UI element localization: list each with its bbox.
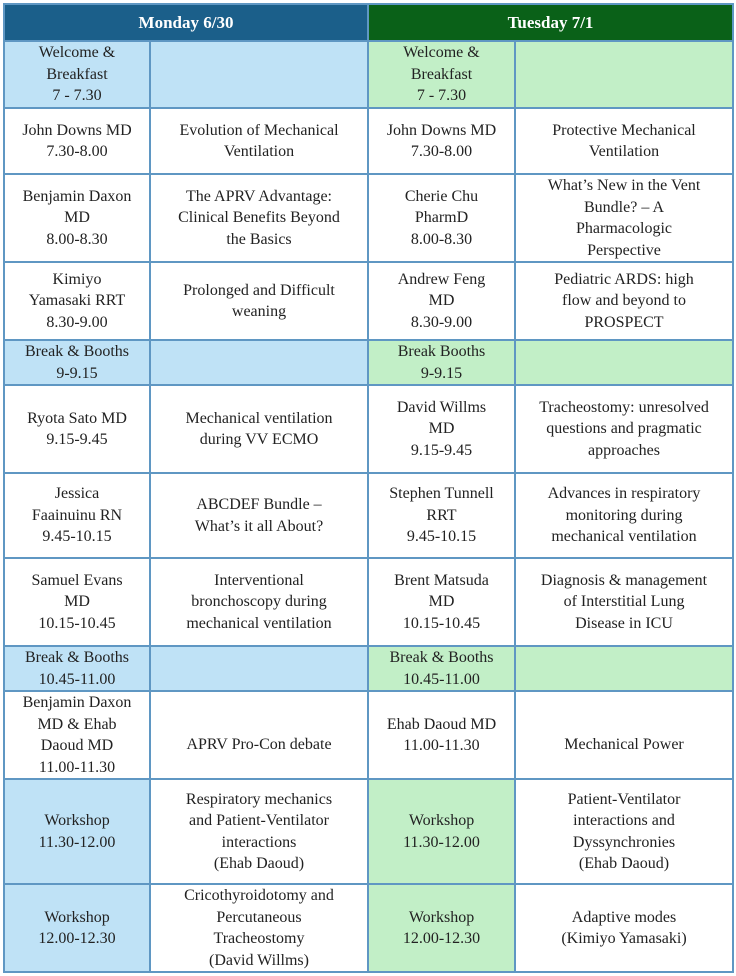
monday-topic-cell [150, 884, 368, 972]
monday-speaker-time-cell [4, 174, 150, 262]
tuesday-speaker-time-cell [368, 779, 515, 884]
topic-line: (David Willms) [209, 951, 309, 969]
speaker-line: 7.30-8.00 [410, 143, 473, 160]
tuesday-speaker-time-cell [368, 262, 515, 340]
speaker-line: 11.00-11.30 [38, 758, 116, 776]
topic-line: (Kimiyo Yamasaki) [561, 930, 687, 947]
topic-line: and Patient-Ventilator [189, 812, 329, 829]
speaker-line: MD [64, 209, 90, 227]
speaker-line: RRT [426, 506, 457, 524]
topic-line: Clinical Benefits Beyond [178, 209, 340, 227]
tuesday-speaker-time-cell [368, 41, 515, 108]
tuesday-speaker-time-cell [368, 558, 515, 646]
speaker-line: MD [64, 593, 90, 611]
speaker-line: MD [428, 593, 455, 611]
speaker-line: MD & Ehab [37, 715, 117, 733]
session-row [4, 108, 733, 174]
tuesday-speaker-time-cell [368, 174, 515, 262]
tuesday-topic-cell [515, 884, 733, 972]
topic-line: weaning [231, 303, 287, 320]
session-row [4, 262, 733, 340]
break-row [4, 646, 733, 691]
topic-line: monitoring during [565, 506, 683, 524]
speaker-line: Ehab Daoud MD [386, 715, 497, 733]
topic-line: Mechanical ventilation [185, 409, 333, 427]
speaker-line: Yamasaki RRT [28, 292, 126, 310]
topic-line: Diagnosis & management [540, 571, 708, 589]
topic-line: Respiratory mechanics [185, 790, 333, 808]
tuesday-topic-cell [515, 558, 733, 646]
monday-topic-cell [150, 779, 368, 884]
topic-line: (Ehab Daoud) [213, 855, 305, 872]
topic-line: PROSPECT [584, 313, 664, 331]
monday-speaker-time-cell [4, 558, 150, 646]
speaker-line: Daoud MD [40, 737, 114, 754]
speaker-line: 10.45-11.00 [38, 670, 116, 688]
topic-line: Pharmacologic [576, 220, 672, 237]
topic-line: Evolution of Mechanical [179, 121, 339, 139]
session-row [4, 385, 733, 473]
speaker-line: 11.30-12.00 [38, 833, 116, 851]
monday-speaker-time-cell [4, 385, 150, 473]
session-row [4, 691, 733, 779]
topic-line: Dyssynchronies [572, 833, 676, 851]
topic-line: Patient-Ventilator [567, 790, 681, 808]
topic-line: Perspective [587, 241, 661, 259]
monday-speaker-time-cell [4, 340, 150, 385]
tuesday-topic-cell [515, 691, 733, 779]
topic-line: mechanical ventilation [551, 528, 697, 546]
speaker-line: Jessica [54, 485, 100, 503]
schedule-table [3, 3, 734, 973]
topic-line: Tracheostomy [213, 930, 305, 947]
speaker-line: Welcome & [38, 44, 116, 61]
speaker-line: 10.45-11.00 [403, 670, 480, 688]
monday-topic-cell [150, 558, 368, 646]
speaker-line: Ryota Sato MD [27, 409, 127, 427]
speaker-line: 10.15-10.45 [402, 614, 481, 632]
speaker-line: Break & Booths [389, 649, 494, 666]
day-header-tuesday: Tuesday 7/1 [368, 4, 733, 41]
break-row [4, 340, 733, 385]
monday-speaker-time-cell [4, 108, 150, 174]
topic-line: Tracheostomy: unresolved [539, 398, 709, 416]
session-row [4, 174, 733, 262]
topic-line: Interventional [214, 571, 304, 589]
monday-topic-cell [150, 41, 368, 108]
monday-speaker-time-cell [4, 646, 150, 691]
speaker-line: Faainuinu RN [31, 506, 123, 524]
topic-line: ABCDEF Bundle – [196, 496, 322, 513]
speaker-line: David Willms [396, 398, 487, 416]
monday-topic-cell [150, 174, 368, 262]
speaker-line: PharmD [414, 209, 469, 227]
speaker-line: Andrew Feng [397, 270, 486, 288]
tuesday-topic-cell [515, 779, 733, 884]
speaker-line: Break Booths [397, 343, 486, 360]
topic-line: Prolonged and Difficult [183, 281, 335, 299]
speaker-line: 9.15-9.45 [46, 431, 108, 448]
tuesday-speaker-time-cell [368, 108, 515, 174]
topic-line: questions and pragmatic [546, 420, 702, 438]
speaker-line: 12.00-12.30 [402, 930, 481, 947]
topic-line: the Basics [226, 230, 292, 248]
monday-topic-cell [150, 108, 368, 174]
tuesday-topic-cell [515, 646, 733, 691]
speaker-line: Welcome & [403, 44, 480, 61]
break-row [4, 41, 733, 108]
speaker-line: Brent Matsuda [394, 571, 489, 589]
speaker-line: 11.30-12.00 [403, 833, 480, 851]
topic-line: interactions [221, 833, 297, 851]
speaker-line: Break & Booths [25, 343, 129, 360]
topic-line: Ventilation [223, 143, 295, 160]
speaker-line: 8.30-9.00 [46, 313, 108, 331]
topic-line: (Ehab Daoud) [578, 855, 670, 872]
topic-line: Mechanical Power [564, 736, 684, 754]
speaker-line: Cherie Chu [404, 187, 479, 205]
topic-line: Advances in respiratory [547, 485, 701, 503]
speaker-line: 10.15-10.45 [38, 614, 116, 632]
topic-line: Disease in ICU [575, 614, 673, 632]
topic-line: approaches [588, 441, 660, 459]
speaker-line: 8.00-8.30 [410, 230, 473, 248]
speaker-line: 9-9.15 [420, 364, 463, 382]
topic-line: of Interstitial Lung [563, 593, 685, 611]
speaker-line: 12.00-12.30 [38, 930, 116, 947]
header-row [4, 4, 733, 41]
topic-line: during VV ECMO [199, 431, 319, 448]
monday-speaker-time-cell [4, 473, 150, 558]
speaker-line: 7.30-8.00 [46, 143, 108, 160]
tuesday-speaker-time-cell [368, 473, 515, 558]
topic-line: The APRV Advantage: [186, 187, 332, 205]
topic-line: interactions and [573, 812, 675, 829]
day-header-monday: Monday 6/30 [4, 4, 368, 41]
tuesday-topic-cell [515, 385, 733, 473]
speaker-line: Breakfast [410, 65, 473, 83]
speaker-line: MD [428, 420, 455, 438]
tuesday-topic-cell [515, 108, 733, 174]
speaker-line: Workshop [44, 908, 110, 926]
topic-line: What’s New in the Vent [547, 177, 701, 194]
monday-topic-cell [150, 340, 368, 385]
speaker-line: 11.00-11.30 [403, 737, 480, 754]
monday-speaker-time-cell [4, 779, 150, 884]
speaker-line: John Downs MD [386, 121, 497, 139]
tuesday-speaker-time-cell [368, 691, 515, 779]
speaker-line: Benjamin Daxon [22, 187, 132, 205]
speaker-line: John Downs MD [22, 121, 132, 139]
speaker-line: 8.30-9.00 [410, 313, 473, 331]
monday-topic-cell [150, 385, 368, 473]
speaker-line: Benjamin Daxon [22, 694, 132, 711]
topic-line: Protective Mechanical [552, 121, 696, 139]
monday-topic-cell [150, 473, 368, 558]
workshop-row [4, 884, 733, 972]
topic-line: Percutaneous [216, 908, 302, 926]
topic-line: bronchoscopy during [191, 593, 327, 611]
tuesday-topic-cell [515, 41, 733, 108]
topic-line: Pediatric ARDS: high [554, 270, 694, 288]
tuesday-topic-cell [515, 473, 733, 558]
monday-speaker-time-cell [4, 41, 150, 108]
speaker-line: 9-9.15 [56, 364, 98, 382]
monday-topic-cell [150, 646, 368, 691]
tuesday-speaker-time-cell [368, 340, 515, 385]
speaker-line: Breakfast [46, 65, 108, 83]
monday-topic-cell [150, 691, 368, 779]
tuesday-topic-cell [515, 262, 733, 340]
topic-line: flow and beyond to [562, 292, 686, 310]
speaker-line: 8.00-8.30 [46, 230, 108, 248]
speaker-line: 9.45-10.15 [42, 528, 112, 546]
speaker-line: Stephen Tunnell [389, 485, 494, 503]
monday-topic-cell [150, 262, 368, 340]
topic-line: Adaptive modes [571, 908, 677, 926]
tuesday-speaker-time-cell [368, 385, 515, 473]
tuesday-topic-cell [515, 174, 733, 262]
monday-speaker-time-cell [4, 884, 150, 972]
speaker-line: 9.15-9.45 [410, 441, 473, 459]
topic-line: Bundle? – A [584, 198, 664, 216]
speaker-line: Kimiyo [52, 270, 102, 288]
speaker-line: 9.45-10.15 [406, 528, 477, 546]
topic-line: What’s it all About? [194, 517, 324, 535]
tuesday-topic-cell [515, 340, 733, 385]
topic-line: mechanical ventilation [186, 614, 332, 632]
tuesday-speaker-time-cell [368, 646, 515, 691]
speaker-line: Workshop [44, 812, 110, 829]
speaker-line: Break & Booths [25, 649, 129, 666]
workshop-row [4, 779, 733, 884]
speaker-line: 7 - 7.30 [416, 87, 467, 104]
schedule-body [4, 41, 733, 972]
tuesday-speaker-time-cell [368, 884, 515, 972]
speaker-line: Samuel Evans [31, 571, 123, 589]
session-row [4, 558, 733, 646]
speaker-line: MD [428, 292, 455, 310]
speaker-line: Workshop [408, 812, 475, 829]
topic-line: Cricothyroidotomy and [184, 887, 334, 904]
topic-line: APRV Pro-Con debate [186, 736, 332, 754]
speaker-line: 7 - 7.30 [52, 87, 102, 104]
session-row [4, 473, 733, 558]
monday-speaker-time-cell [4, 691, 150, 779]
monday-speaker-time-cell [4, 262, 150, 340]
topic-line: Ventilation [588, 143, 660, 160]
speaker-line: Workshop [408, 908, 475, 926]
